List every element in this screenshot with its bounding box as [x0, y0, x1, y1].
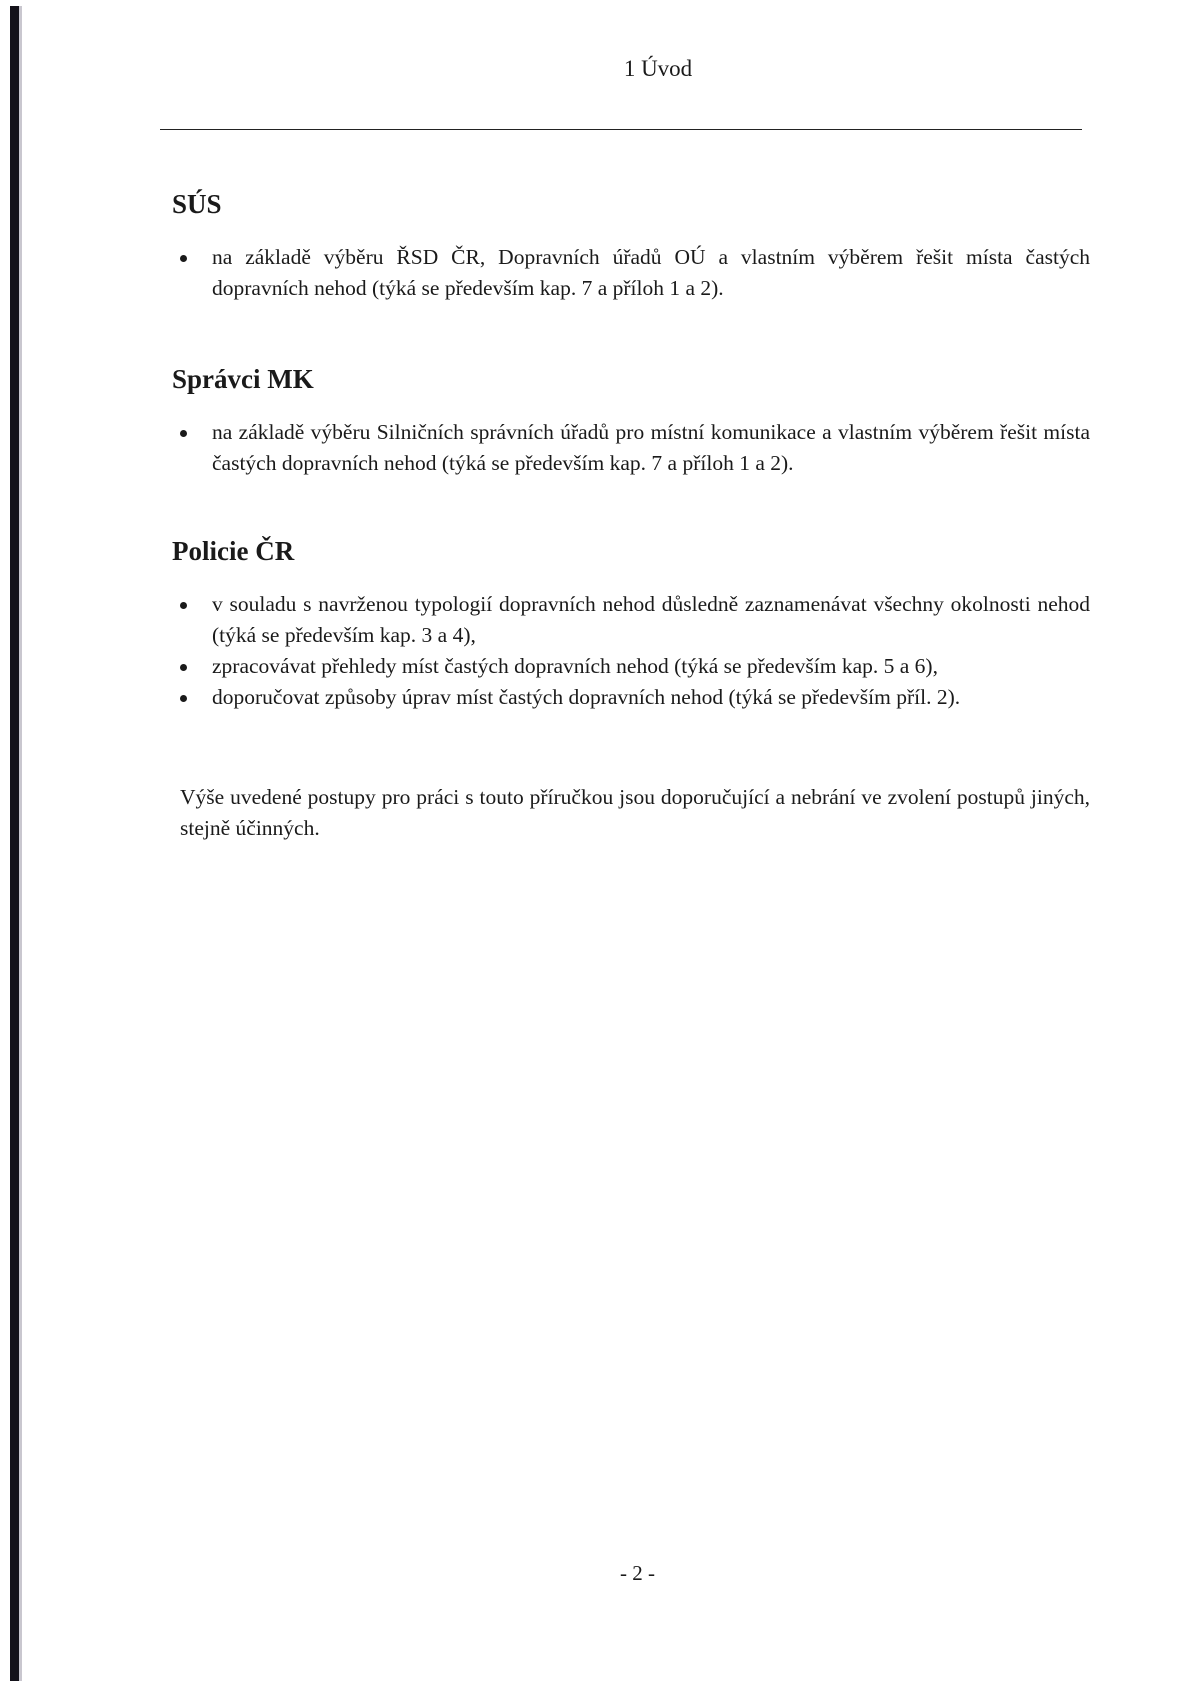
bullet-icon: [180, 664, 187, 671]
section-policie-cr: [172, 535, 1090, 713]
list-item-text: na základě výběru Silničních správních úřadů pro místní komunikace a vlastním výběrem řešit místa častých dopravních nehod (týká se především kap. 7 a příloh 1 a 2).: [212, 420, 1090, 476]
page-number: - 2 -: [620, 1561, 655, 1585]
list-item: [172, 651, 1090, 682]
list-item: [172, 417, 1090, 479]
closing-paragraph: Výše uvedené postupy pro práci s touto příručkou jsou doporučující a nebrání ve zvolení postupů jiných, stejně účinných.: [180, 784, 1090, 840]
section-heading-sus: SÚS: [172, 189, 222, 219]
list-item: [172, 589, 1090, 651]
running-head: 1 Úvod: [623, 56, 693, 81]
list-item: [172, 242, 1090, 304]
bullet-icon: [180, 430, 187, 437]
bullet-icon: [180, 255, 187, 262]
section-heading-spravci-mk: Správci MK: [172, 364, 314, 394]
list-item-text: doporučovat způsoby úprav míst častých dopravních nehod (týká se především příl. 2).: [212, 685, 961, 710]
bullet-icon: [180, 695, 187, 702]
list-item: [172, 682, 1090, 713]
bullet-list: [172, 242, 1090, 304]
bullet-list: [172, 589, 1090, 713]
section-spravci-mk: [172, 363, 1090, 479]
bullet-icon: [180, 602, 187, 609]
section-heading-policie-cr: Policie ČR: [172, 536, 295, 566]
list-item-text: v souladu s navrženou typologií dopravních nehod důsledně zaznamenávat všechny okolnosti nehod (týká se především kap. 3 a 4),: [212, 592, 1090, 648]
list-item-text: zpracovávat přehledy míst častých dopravních nehod (týká se především kap. 5 a 6),: [212, 654, 938, 679]
bullet-list: [172, 417, 1090, 479]
header-rule: [160, 129, 1082, 130]
section-sus: [172, 188, 1090, 304]
list-item-text: na základě výběru ŘSD ČR, Dopravních úřadů OÚ a vlastním výběrem řešit místa častých dopravních nehod (týká se především kap. 7 a příloh 1 a 2).: [212, 245, 1090, 301]
